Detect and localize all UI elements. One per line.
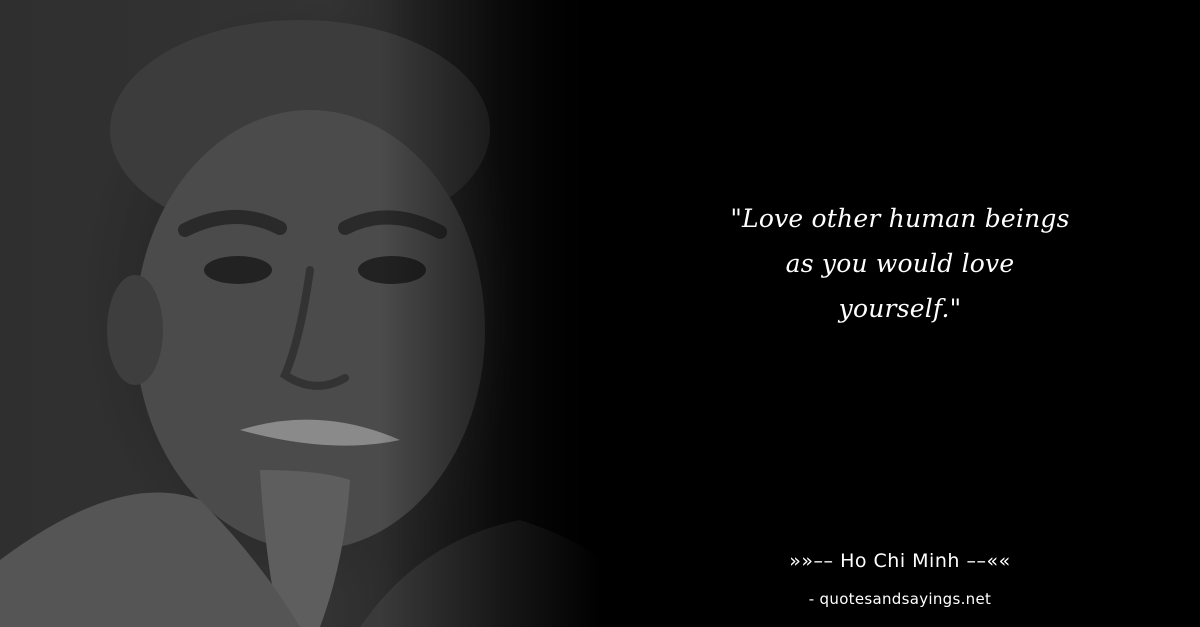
quote-line: "Love other human beings <box>730 204 1070 233</box>
quote-line: yourself." <box>838 294 962 323</box>
source-link[interactable]: - quotesandsayings.net <box>808 590 992 608</box>
quote-line: as you would love <box>785 249 1015 278</box>
quote-text <box>680 196 1120 331</box>
portrait-fade-overlay <box>380 0 600 627</box>
portrait-left-eye <box>204 256 272 284</box>
portrait-ear <box>107 275 163 385</box>
author-name: »»–– Ho Chi Minh ––«« <box>789 550 1011 572</box>
